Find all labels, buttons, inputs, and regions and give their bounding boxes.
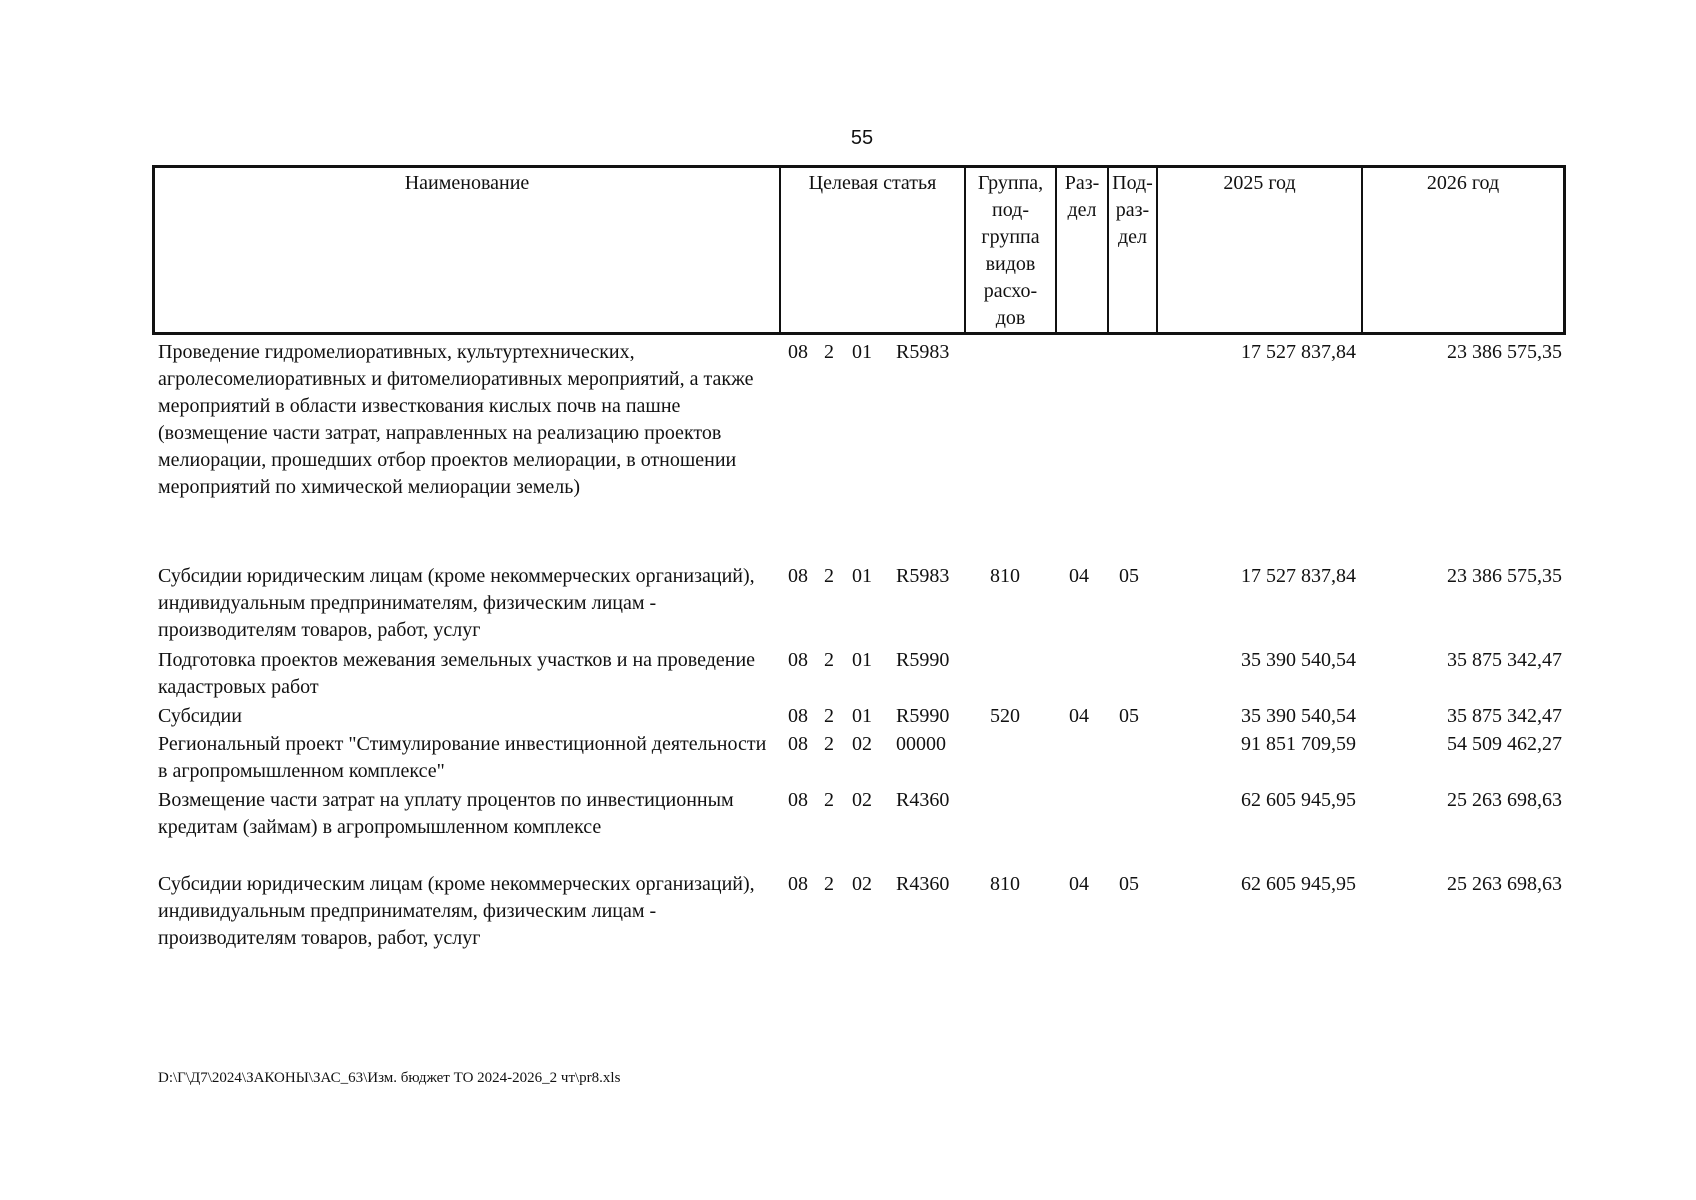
row-amount-2026: 25 263 698,63 [1447,789,1562,811]
row-amount-2025: 35 390 540,54 [1241,705,1356,727]
header-subsection: Под- раз- дел [1112,172,1153,248]
row-amount-2025: 62 605 945,95 [1241,789,1356,811]
row-name: Региональный проект "Стимулирование инвестиционной деятельности в агропромышленном комплексе" [158,733,767,782]
row-amount-2026: 54 509 462,27 [1447,733,1562,755]
row-amount-2025: 17 527 837,84 [1241,341,1356,363]
row-amount-2026: 35 875 342,47 [1447,649,1562,671]
row-section: 04 [1069,873,1089,895]
row-amount-2026: 35 875 342,47 [1447,705,1562,727]
row-code-subprogram: 2 [824,789,834,811]
row-name: Проведение гидромелиоративных, культуртехнических, агролесомелиоративных и фитомелиоративных мероприятий, а также мероприятий в области известкования кислых почв на пашне (возмещение части затрат, направленных на реализацию проектов мелиорации, прошедших отбор проектов мелиорации, в отношении мероприятий по химической мелиорации земель) [158,341,754,498]
row-code-subprogram: 2 [824,733,834,755]
row-expense-group: 810 [990,873,1020,895]
row-code-event: 01 [852,341,872,363]
row-code-direction: 00000 [896,733,946,755]
row-code-event: 01 [852,565,872,587]
row-amount-2025: 62 605 945,95 [1241,873,1356,895]
header-target-article: Целевая статья [808,172,937,194]
header-expense-group: Группа, под- группа видов расхо- дов [977,172,1044,329]
row-code-program: 08 [788,705,808,727]
row-code-subprogram: 2 [824,341,834,363]
row-name: Подготовка проектов межевания земельных участков и на проведение кадастровых работ [158,649,756,698]
row-name: Субсидии юридическим лицам (кроме некоммерческих организаций), индивидуальным предпринимателям, физическим лицам - производителям товаров, работ, услуг [158,873,755,949]
row-subsection: 05 [1119,873,1139,895]
row-name: Субсидии юридическим лицам (кроме некоммерческих организаций), индивидуальным предпринимателям, физическим лицам - производителям товаров, работ, услуг [158,565,755,641]
row-code-subprogram: 2 [824,565,834,587]
row-code-program: 08 [788,341,808,363]
row-code-direction: R5990 [896,649,950,671]
row-code-direction: R5983 [896,341,950,363]
row-code-event: 02 [852,733,872,755]
row-subsection: 05 [1119,565,1139,587]
header-section: Раз- дел [1064,172,1100,221]
row-code-program: 08 [788,789,808,811]
row-code-event: 02 [852,789,872,811]
row-code-subprogram: 2 [824,705,834,727]
header-year-2025: 2025 год [1223,172,1296,194]
row-expense-group: 520 [990,705,1020,727]
row-code-program: 08 [788,873,808,895]
row-subsection: 05 [1119,705,1139,727]
row-code-event: 01 [852,705,872,727]
row-name: Субсидии [158,705,242,727]
file-path-footer: D:\Г\Д7\2024\ЗАКОНЫ\ЗАС_63\Изм. бюджет ТО 2024-2026_2 чт\pr8.xls [158,1070,621,1086]
page-number: 55 [850,127,874,149]
row-name: Возмещение части затрат на уплату процентов по инвестиционным кредитам (займам) в агропромышленном комплексе [158,789,734,838]
row-code-direction: R4360 [896,789,950,811]
row-amount-2025: 35 390 540,54 [1241,649,1356,671]
row-code-program: 08 [788,649,808,671]
row-code-direction: R5990 [896,705,950,727]
row-expense-group: 810 [990,565,1020,587]
row-amount-2026: 25 263 698,63 [1447,873,1562,895]
row-code-subprogram: 2 [824,649,834,671]
header-year-2026: 2026 год [1426,172,1500,194]
row-section: 04 [1069,705,1089,727]
row-amount-2025: 17 527 837,84 [1241,565,1356,587]
row-section: 04 [1069,565,1089,587]
row-code-program: 08 [788,733,808,755]
row-code-direction: R4360 [896,873,950,895]
row-amount-2025: 91 851 709,59 [1241,733,1356,755]
row-code-event: 01 [852,649,872,671]
row-amount-2026: 23 386 575,35 [1447,341,1562,363]
row-amount-2026: 23 386 575,35 [1447,565,1562,587]
row-code-event: 02 [852,873,872,895]
row-code-program: 08 [788,565,808,587]
row-code-subprogram: 2 [824,873,834,895]
row-code-direction: R5983 [896,565,950,587]
header-name: Наименование [404,172,530,194]
